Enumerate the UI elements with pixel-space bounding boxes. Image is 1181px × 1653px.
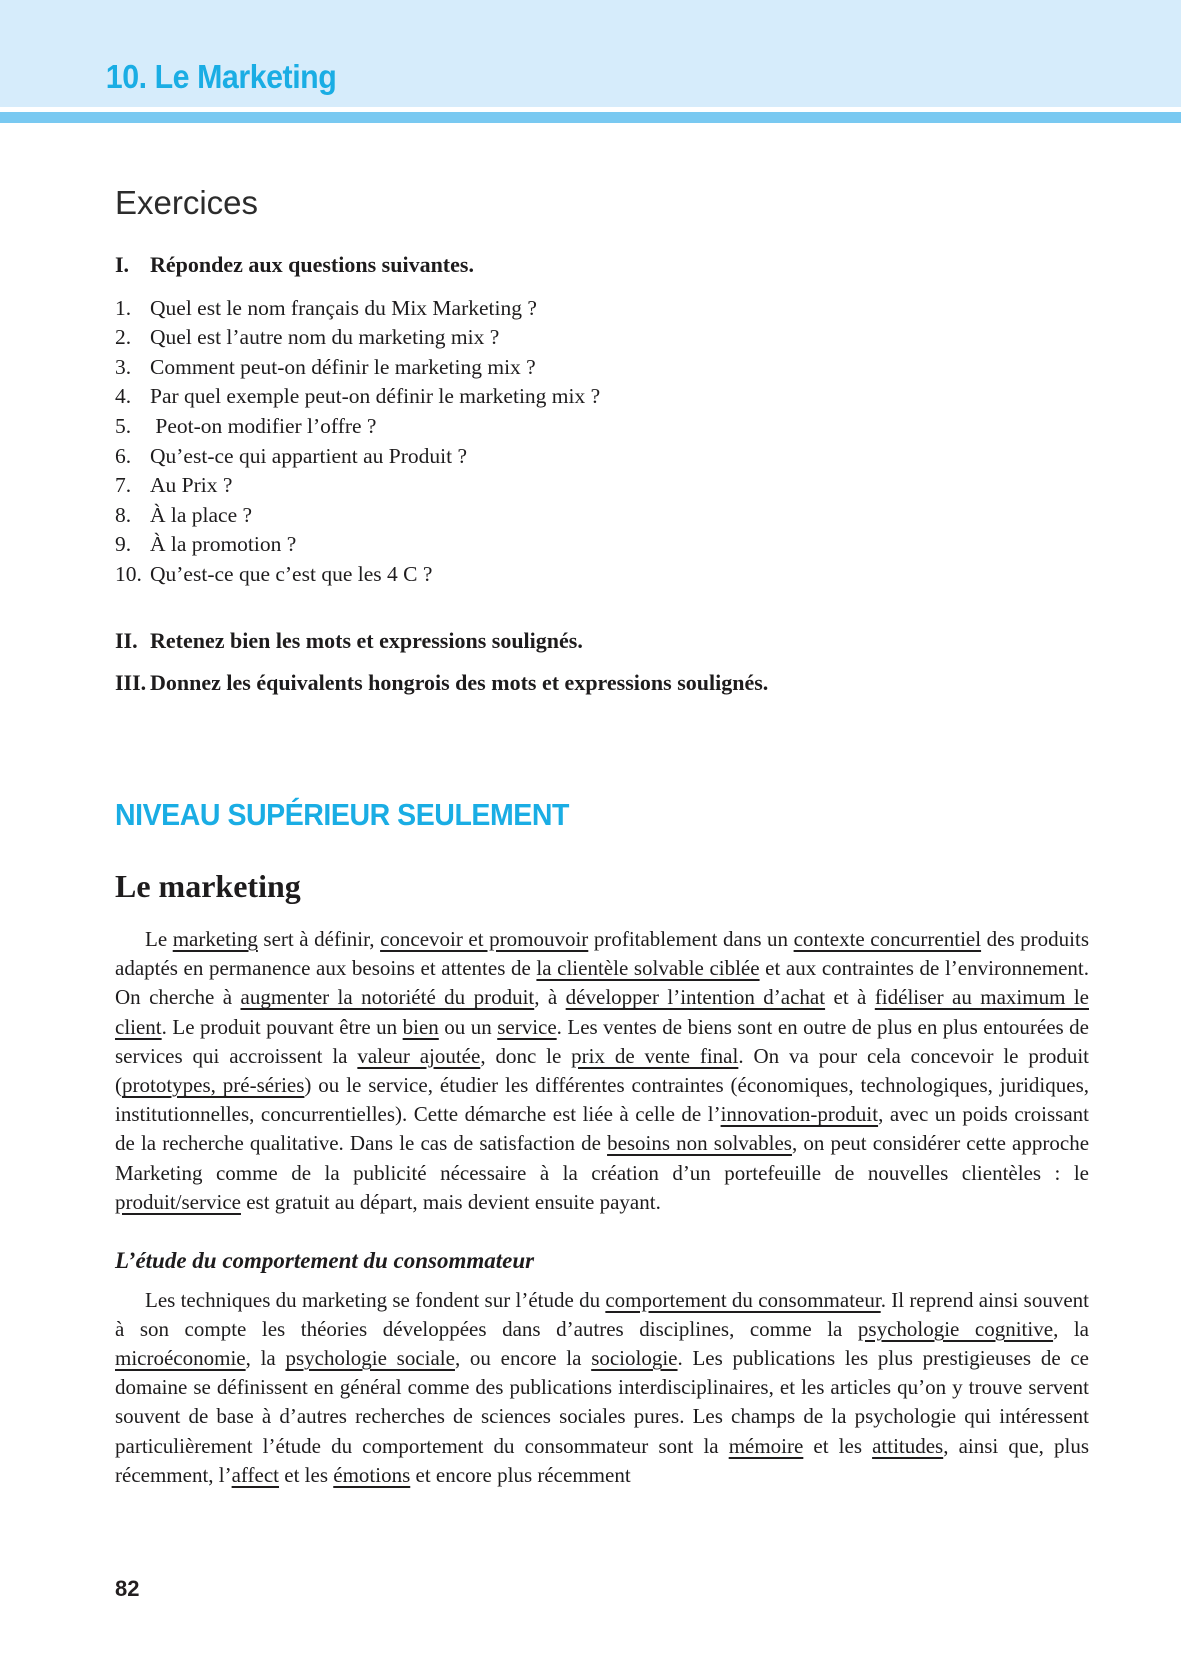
question-text: Qu’est-ce qui appartient au Produit ? (150, 443, 468, 468)
underlined-term: microéconomie (115, 1346, 246, 1370)
text-run: est gratuit au départ, mais devient ensuite payant. (240, 1189, 661, 1214)
text-run: profitablement dans un (588, 926, 794, 951)
underlined-term: innovation-produit (720, 1102, 879, 1127)
underlined-term: augmenter la notoriété du produit (240, 985, 535, 1010)
underlined-term: besoins non solvables (607, 1131, 792, 1156)
underlined-term: attitudes (872, 1433, 944, 1458)
underlined-term: sociologie (591, 1346, 678, 1370)
question-text: Par quel exemple peut-on définir le marketing mix ? (150, 384, 601, 409)
section-2-numeral: II. (115, 627, 138, 653)
underlined-term: la clientèle solvable ciblée (536, 956, 760, 981)
text-run: et encore plus récemment (410, 1462, 631, 1487)
chapter-title: 10. Le Marketing (105, 58, 337, 95)
text-run: ) ou le service, étudier les différentes contraintes (économiques, technologiques, juridiques, institutionnelles, concurrentielles). Cette démarche est liée à celle de l’ (115, 1072, 1090, 1127)
question-item (115, 382, 1089, 412)
text-run: , ou encore la (454, 1346, 592, 1370)
page-content (0, 183, 1181, 1490)
text-run: . Le produit pouvant être un (161, 1014, 403, 1039)
underlined-term: fidéliser au maximum le client (115, 985, 1089, 1039)
underlined-term: valeur ajoutée (357, 1043, 481, 1068)
question-item (115, 560, 1089, 590)
question-item (115, 442, 1089, 472)
text-run: , ainsi que, plus récemment, l’ (115, 1433, 1089, 1487)
section-3-numeral: III. (115, 669, 147, 695)
text-run: , donc le (480, 1043, 572, 1068)
question-item (115, 323, 1089, 353)
section-3-label: Donnez les équivalents hongrois des mots et expressions soulignés. (150, 669, 769, 695)
question-text: Comment peut-on définir le marketing mix ? (150, 354, 536, 379)
text-run: . Les ventes de biens sont en outre de plus en plus entourées de services qui accroissent la (115, 1014, 1090, 1068)
chapter-header-band (0, 0, 1181, 107)
text-run: . Il reprend ainsi souvent à son compte les théories développées dans d’autres disciplines, comme la (115, 1287, 1089, 1341)
article-paragraph-1 (115, 925, 1089, 1217)
text-run: . On va pour cela concevoir le produit ( (115, 1043, 1089, 1097)
question-item (115, 471, 1089, 501)
question-item (115, 501, 1089, 531)
article-title: Le marketing (115, 868, 301, 905)
question-text: Au Prix ? (150, 473, 233, 498)
question-number: 1. (115, 295, 132, 320)
question-number: 5. (115, 413, 132, 438)
question-number: 2. (115, 325, 132, 350)
question-text: Quel est le nom français du Mix Marketing ? (150, 295, 537, 320)
underlined-term: contexte concurrentiel (793, 926, 982, 951)
text-run: Le (145, 926, 173, 951)
text-run: et aux contraintes de l’environnement. On cherche à (115, 956, 1090, 1010)
question-number: 3. (115, 354, 132, 379)
underlined-term: service (497, 1014, 557, 1039)
underlined-term: mémoire (728, 1433, 804, 1458)
underlined-term: prix de vente final (571, 1043, 739, 1068)
text-run: et les (279, 1462, 334, 1487)
underlined-term: psychologie sociale (285, 1346, 455, 1370)
underlined-term: psychologie cognitive (857, 1316, 1054, 1341)
question-text: À la place ? (150, 502, 253, 527)
section-2-label: Retenez bien les mots et expressions soulignés. (150, 627, 583, 653)
text-run: et les (803, 1433, 873, 1458)
question-number: 8. (115, 502, 132, 527)
question-number: 4. (115, 384, 132, 409)
text-run: Les techniques du marketing se fondent sur l’étude du (145, 1287, 606, 1312)
question-text: Quel est l’autre nom du marketing mix ? (150, 325, 500, 350)
section-1-label: Répondez aux questions suivantes. (150, 251, 474, 277)
text-run: . Les publications les plus prestigieuses de ce domaine se définissent en général comme des publications interdisciplinaires, et les articles qu’on y trouve servent souvent de base à d’autres recherches de sciences sociales pures. Les champs de la psychologie qui intéressent particulièrement l’étude du comportement du consommateur sont la (115, 1346, 1089, 1458)
underlined-term: prototypes, pré-séries (122, 1072, 305, 1097)
question-text: Qu’est-ce que c’est que les 4 C ? (150, 561, 433, 586)
question-item (115, 353, 1089, 383)
text-run: , la (245, 1346, 286, 1370)
underlined-term: bien (402, 1014, 439, 1039)
question-number: 7. (115, 473, 132, 498)
text-run: des produits adaptés en permanence aux besoins et attentes de (115, 926, 1090, 981)
exercise-section-1 (115, 250, 1089, 279)
question-number: 6. (115, 443, 132, 468)
text-run: et à (825, 985, 875, 1010)
text-run: sert à définir, (257, 926, 381, 951)
exercise-section-2 (115, 626, 1089, 655)
section-1-numeral: I. (115, 251, 130, 277)
text-run: ou un (438, 1014, 498, 1039)
exercises-heading: Exercices (115, 184, 259, 221)
question-text: Peot-on modifier l’offre ? (150, 413, 377, 438)
text-run: , à (534, 985, 566, 1010)
underlined-term: concevoir et promouvoir (380, 926, 589, 951)
text-run: , on peut considérer cette approche Marketing comme de la publicité nécessaire à la création d’un portefeuille de nouvelles clientèles : le (115, 1131, 1090, 1185)
underlined-term: comportement du consommateur (605, 1287, 881, 1312)
text-run: , avec un poids croissant de la recherche qualitative. Dans le cas de satisfaction de (115, 1102, 1089, 1156)
question-number: 10. (115, 561, 142, 586)
underlined-term: affect (231, 1462, 280, 1487)
article-subheading: L’étude du comportement du consommateur (115, 1248, 535, 1273)
underlined-term: marketing (172, 926, 258, 951)
question-number: 9. (115, 532, 132, 557)
text-run: , la (1053, 1316, 1089, 1341)
question-item (115, 412, 1089, 442)
article-paragraph-2 (115, 1286, 1089, 1490)
underlined-term: émotions (333, 1462, 411, 1487)
question-text: À la promotion ? (150, 532, 297, 557)
question-item (115, 294, 1089, 324)
question-item (115, 530, 1089, 560)
advanced-level-banner: NIVEAU SUPÉRIEUR SEULEMENT (115, 796, 569, 832)
question-list (115, 294, 1089, 590)
underlined-term: développer l’intention d’achat (565, 985, 826, 1010)
underlined-term: produit/service (115, 1189, 241, 1214)
header-divider-stripe (0, 112, 1181, 123)
page-number: 82 (115, 1576, 140, 1601)
exercise-section-3 (115, 668, 1089, 697)
